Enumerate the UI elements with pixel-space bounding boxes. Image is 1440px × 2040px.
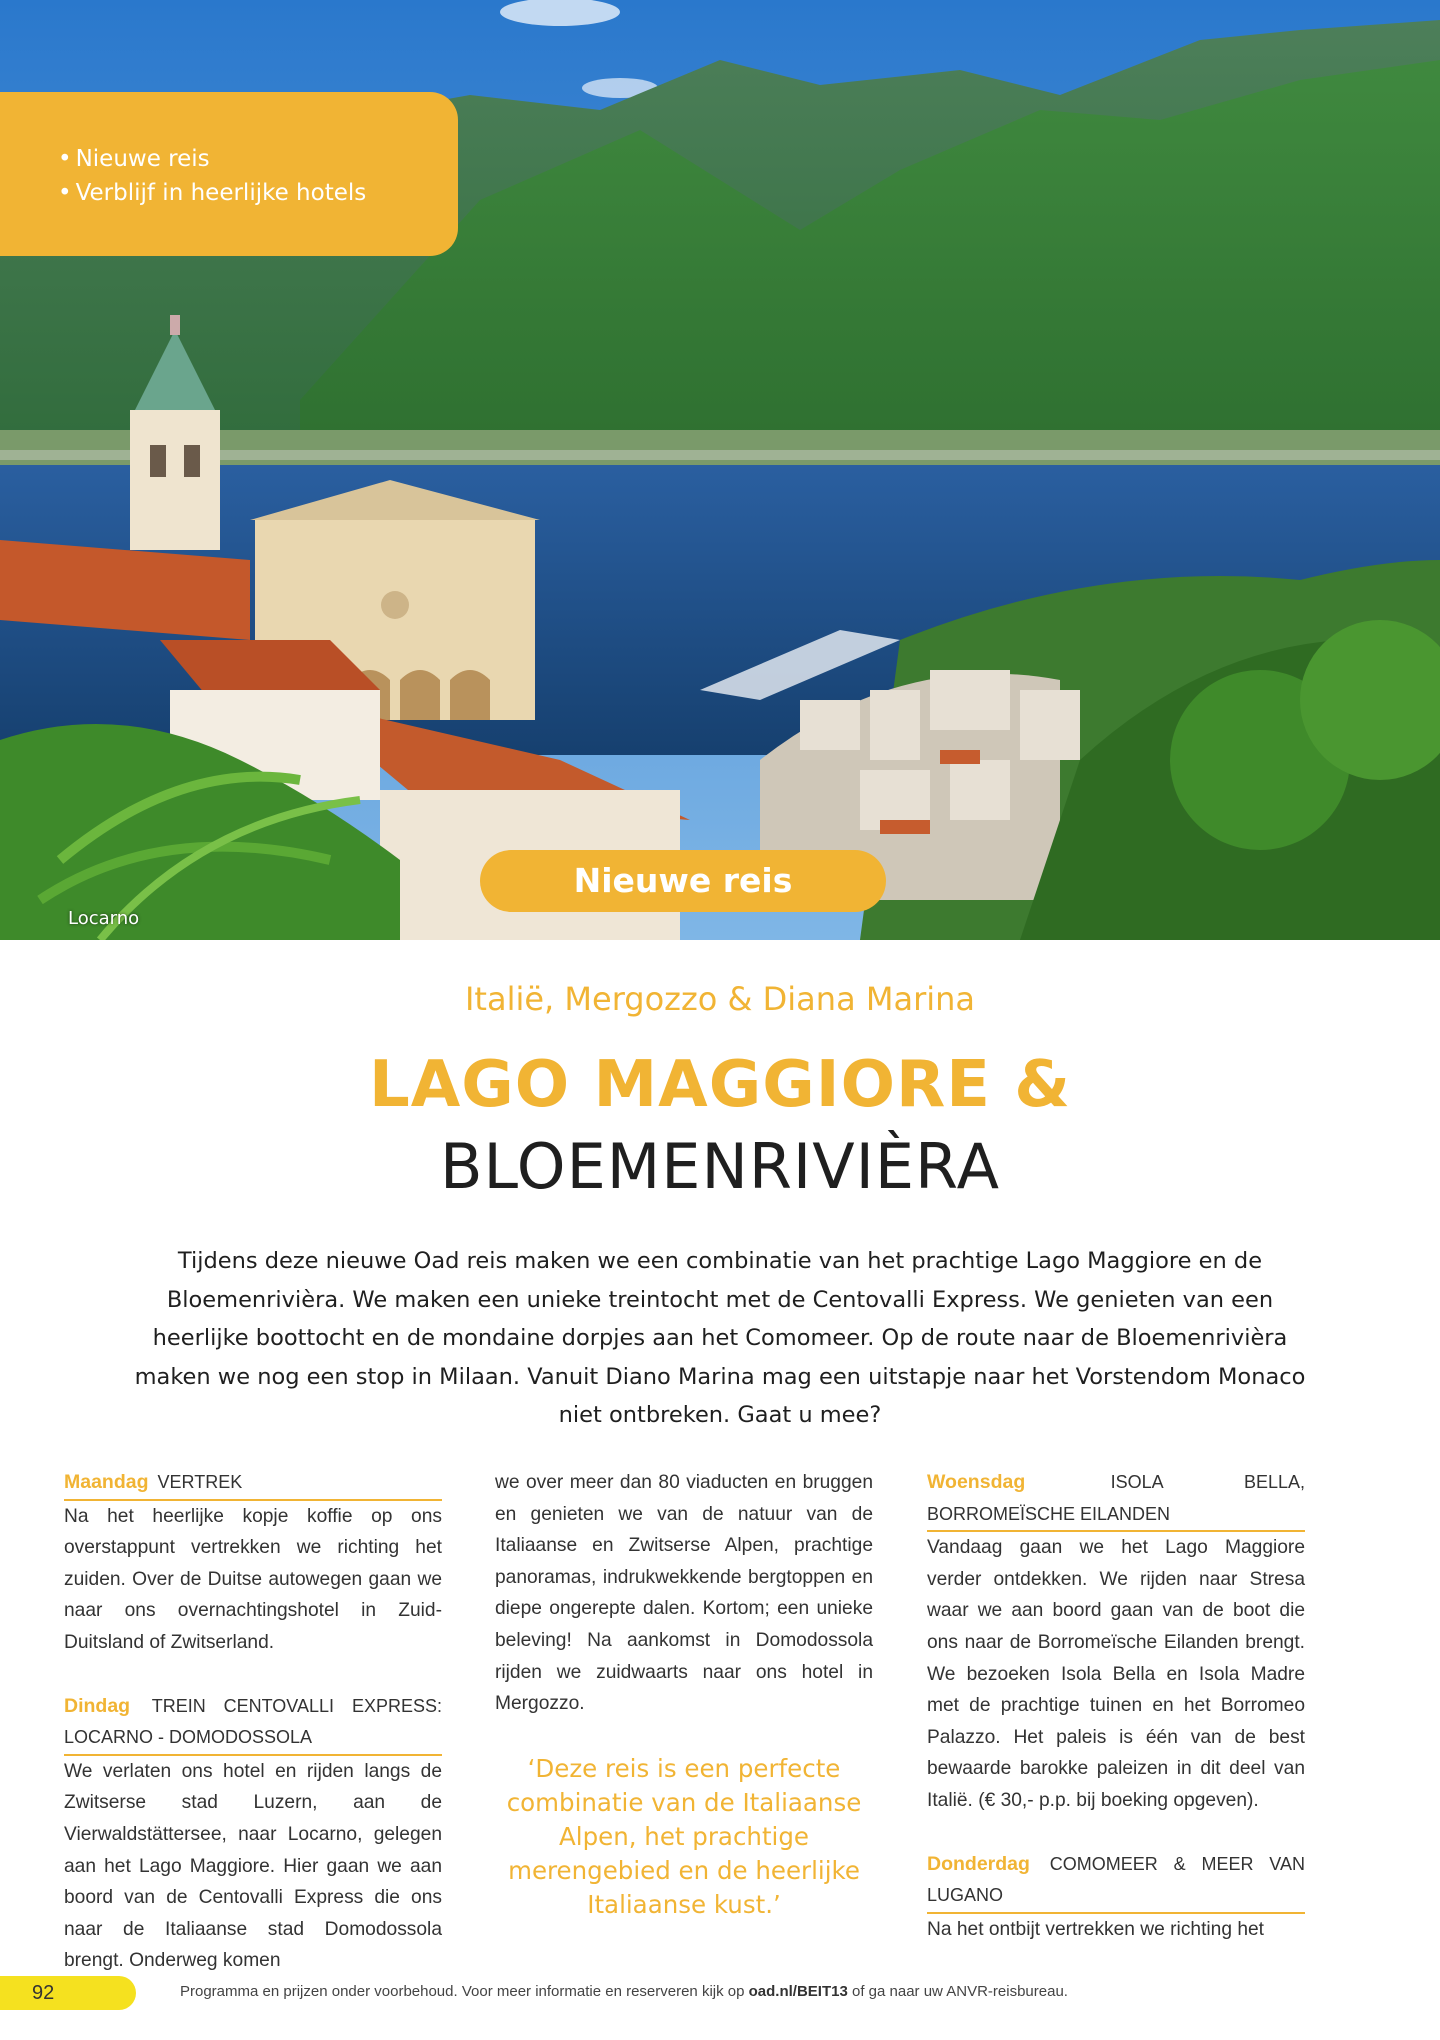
new-trip-badge: Nieuwe reis [480, 850, 886, 912]
footer-note [180, 1983, 1068, 2000]
page-title: LAGO MAGGIORE & [368, 1048, 1072, 1122]
day-name: Woensdag [927, 1471, 1026, 1493]
footer-link[interactable]: oad.nl/BEIT13 [748, 1983, 848, 2000]
itinerary-column-1 [64, 1467, 442, 2009]
page-title-second-line: BLOEMENRIVIÈRA [439, 1130, 1001, 1203]
footer-text-after: of ga naar uw ANVR-reisbureau. [852, 1983, 1068, 2000]
day-heading [927, 1467, 1305, 1532]
hero-photo [0, 0, 1440, 940]
day-title: VERTREK [157, 1472, 243, 1492]
destination-subtitle: Italië, Mergozzo & Diana Marina [464, 980, 975, 1018]
day-text: We verlaten ons hotel en rijden langs de Zwitserse stad Luzern, aan de Vierwaldstättersee, naar Locarno, gelegen aan het Lago Maggiore. Hier gaan we aan boord van de Centovalli Express die ons naar de Italiaanse stad Domodossola brengt. Onderweg komen [64, 1760, 442, 1972]
footer-text-before: Programma en prijzen onder voorbehoud. Voor meer informatie en reserveren kijk op [180, 1983, 745, 2000]
day-title: ISOLA BELLA, BORROMEÏSCHE EILANDEN [927, 1472, 1305, 1524]
day-heading [927, 1849, 1305, 1914]
day-text: Vandaag gaan we het Lago Maggiore verder ontdekken. We rijden naar Stresa waar we aan boord gaan van de boot die ons naar de Borromeïsche Eilanden brengt. We bezoeken Isola Bella en Isola Madre met de prachtige tuinen en het Borromeo Palazzo. Het paleis is één van de best bewaarde barokke paleizen in dit deel van Italië. (€ 30,- p.p. bij boeking opgeven). [927, 1537, 1305, 1811]
day-heading [64, 1691, 442, 1756]
itinerary-column-2 [495, 1467, 873, 1922]
day-name: Dindag [64, 1694, 131, 1717]
day-text: Na het heerlijke kopje koffie op ons overstappunt vertrekken we richting het zuiden. Over de Duitse autowegen gaan we naar ons overnachtingshotel in Zuid-Duitsland of Zwitserland. [64, 1505, 442, 1653]
day-title: COMOMEER & MEER VAN LUGANO [927, 1853, 1305, 1906]
page-number: 92 [0, 1976, 136, 2010]
intro-paragraph: Tijdens deze nieuwe Oad reis maken we een combinatie van het prachtige Lago Maggiore en de Bloemenrivièra. We maken een unieke treintocht met de Centovalli Express. We genieten van een heerlijke boottocht en de mondaine dorpjes aan het Comomeer. Op de route naar de Bloemenrivièra maken we nog een stop in Milaan. Vanuit Diano Marina mag een uitstapje naar het Vorstendom Monaco niet ontbreken. Gaat u mee? [134, 1248, 1306, 1428]
day-heading [64, 1467, 442, 1501]
feature-item: • Nieuwe reis [58, 142, 458, 176]
itinerary-column-3 [927, 1467, 1305, 1977]
day-title: TREIN CENTOVALLI EXPRESS: LOCARNO - DOMODOSSOLA [64, 1695, 442, 1748]
feature-list [58, 142, 458, 210]
day-name: Donderdag [927, 1852, 1030, 1875]
pull-quote: ‘Deze reis is een perfecte combinatie van de Italiaanse Alpen, het prachtige merengebied en de heerlijke Italiaanse kust.’ [506, 1753, 862, 1919]
feature-item: • Verblijf in heerlijke hotels [58, 176, 458, 210]
day-text: Na het ontbijt vertrekken we richting het [927, 1918, 1265, 1940]
day-name: Maandag [64, 1471, 149, 1493]
photo-caption: Locarno [68, 908, 140, 929]
day-text-continuation: we over meer dan 80 viaducten en bruggen en genieten we van de natuur van de Italiaanse en Zwitserse Alpen, prachtige panoramas, indrukwekkende bergtoppen en diepe ongerepte dalen. Kortom; een unieke beleving! Na aankomst in Domodossola rijden we zuidwaarts naar ons hotel in Mergozzo. [495, 1472, 873, 1715]
feature-callout [0, 92, 458, 256]
